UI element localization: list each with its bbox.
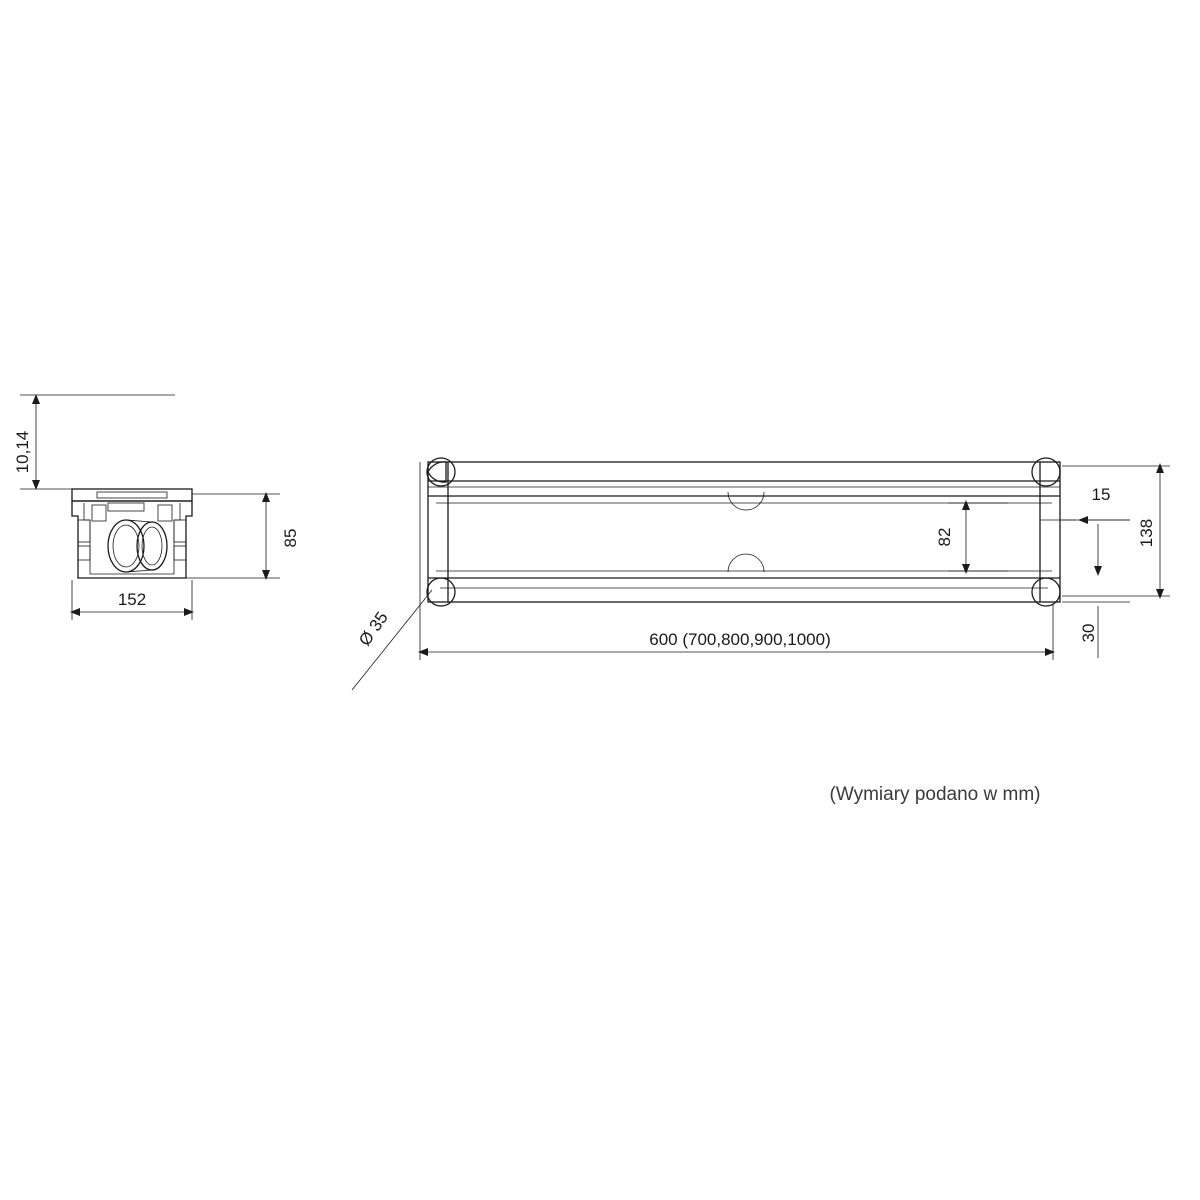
dim-flange-width: 15 [1091,485,1111,504]
dim-outer-height: 138 [1137,518,1156,548]
units-note: (Wymiary podano w mm) [829,784,1041,805]
dim-outlet-diameter: Ø 35 [355,608,392,650]
dim-channel-height: 82 [935,527,954,547]
dim-side-height: 85 [281,528,300,548]
dim-side-width: 152 [117,590,147,609]
dim-overall-length: 600 (700,800,900,1000) [649,630,831,649]
dim-top-thickness: 10,14 [13,430,32,474]
front-view-group [352,458,1170,690]
dim-bottom-offset: 30 [1079,623,1098,643]
section-view-group [13,394,300,620]
